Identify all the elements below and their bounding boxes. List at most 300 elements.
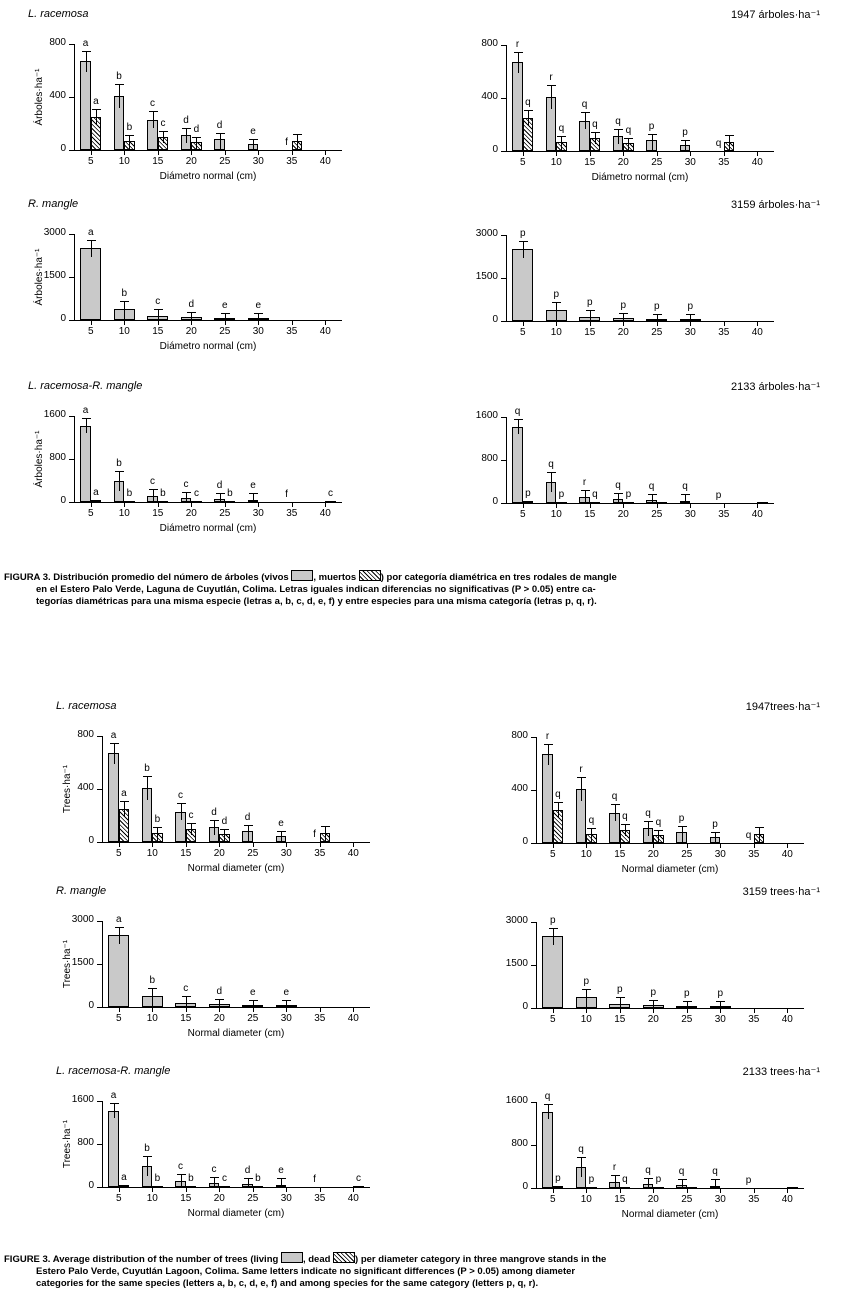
error-bar-cap bbox=[648, 494, 657, 495]
x-tick bbox=[620, 1189, 621, 1193]
significance-letter: q bbox=[558, 123, 565, 135]
x-tick-label: 5 bbox=[115, 1013, 122, 1024]
error-bar bbox=[590, 310, 591, 321]
x-tick bbox=[724, 504, 725, 508]
y-tick-label: 1500 bbox=[71, 957, 94, 968]
y-tick bbox=[501, 417, 506, 418]
caption-es-line1b: , muertos bbox=[313, 572, 359, 583]
x-axis-title: Normal diameter (cm) bbox=[187, 1208, 285, 1219]
x-tick-label: 30 bbox=[684, 509, 696, 520]
y-tick bbox=[531, 1188, 536, 1189]
error-bar-cap bbox=[519, 241, 528, 242]
error-bar bbox=[720, 1001, 721, 1008]
x-tick bbox=[320, 843, 321, 847]
error-bar bbox=[281, 831, 282, 842]
y-tick bbox=[531, 843, 536, 844]
x-tick bbox=[523, 152, 524, 156]
error-bar bbox=[518, 52, 519, 73]
y-tick-label: 0 bbox=[60, 313, 66, 324]
x-tick bbox=[720, 1189, 721, 1193]
x-tick-label: 25 bbox=[651, 327, 663, 338]
x-axis-title: Diámetro normal (cm) bbox=[159, 171, 257, 182]
significance-letter: a bbox=[115, 913, 122, 925]
significance-letter: p bbox=[586, 297, 593, 309]
y-tick-label: 1500 bbox=[505, 958, 528, 969]
x-tick-label: 15 bbox=[152, 508, 164, 519]
error-bar bbox=[157, 827, 158, 842]
error-bar bbox=[129, 135, 130, 150]
significance-letter: q bbox=[525, 96, 531, 108]
x-tick bbox=[720, 844, 721, 848]
y-tick bbox=[97, 1101, 102, 1102]
x-tick-label: 20 bbox=[213, 1013, 225, 1024]
significance-letter: q bbox=[615, 480, 621, 492]
error-bar-cap bbox=[686, 314, 695, 315]
y-tick bbox=[501, 98, 506, 99]
panel-title: L. racemosa bbox=[28, 8, 89, 20]
bar-dead bbox=[687, 1187, 697, 1189]
x-tick-label: 20 bbox=[213, 1193, 225, 1204]
error-bar-cap bbox=[277, 831, 286, 832]
error-bar bbox=[114, 743, 115, 764]
error-bar-cap bbox=[282, 1000, 291, 1001]
significance-letter: p bbox=[655, 1174, 662, 1186]
x-tick-label: 20 bbox=[617, 157, 629, 168]
x-tick bbox=[590, 322, 591, 326]
error-bar bbox=[653, 1000, 654, 1008]
error-bar bbox=[682, 1179, 683, 1188]
x-tick-label: 15 bbox=[614, 849, 626, 860]
error-bar-cap bbox=[755, 827, 764, 828]
x-tick-label: 20 bbox=[647, 1014, 659, 1025]
x-tick-label: 5 bbox=[519, 327, 526, 338]
x-tick bbox=[258, 503, 259, 507]
x-tick-label: 35 bbox=[718, 509, 730, 520]
chart-en-mix-right bbox=[490, 1078, 810, 1218]
significance-letter: d bbox=[216, 985, 223, 997]
significance-letter: p bbox=[687, 301, 694, 313]
significance-letter: p bbox=[519, 227, 526, 239]
x-tick bbox=[523, 504, 524, 508]
panel-en-rm-right bbox=[490, 885, 820, 1038]
panel-density-label: 3159 trees·ha⁻¹ bbox=[742, 886, 820, 898]
significance-letter: b bbox=[188, 1172, 194, 1184]
y-tick bbox=[69, 459, 74, 460]
x-tick-label: 15 bbox=[180, 1193, 192, 1204]
error-bar bbox=[86, 51, 87, 72]
x-tick bbox=[91, 321, 92, 325]
chart-en-lr-left bbox=[56, 712, 376, 872]
x-tick-label: 25 bbox=[681, 1014, 693, 1025]
x-tick bbox=[225, 321, 226, 325]
error-bar-cap bbox=[549, 928, 558, 929]
x-tick bbox=[292, 321, 293, 325]
significance-letter: p bbox=[745, 1175, 752, 1186]
y-tick bbox=[69, 97, 74, 98]
significance-letter: c bbox=[183, 479, 189, 491]
x-tick bbox=[623, 152, 624, 156]
x-tick-label: 25 bbox=[247, 1013, 259, 1024]
x-tick bbox=[657, 504, 658, 508]
significance-letter: p bbox=[558, 488, 565, 500]
error-bar bbox=[219, 999, 220, 1007]
panel-title: L. racemosa-R. mangle bbox=[28, 380, 143, 392]
significance-letter: d bbox=[188, 298, 195, 310]
chart-es-rm-left bbox=[28, 210, 348, 350]
x-axis bbox=[102, 1187, 370, 1188]
x-tick-label: 20 bbox=[617, 509, 629, 520]
error-bar bbox=[147, 776, 148, 800]
chart-es-rm-right bbox=[460, 211, 780, 351]
x-tick-label: 40 bbox=[319, 326, 331, 337]
error-bar-cap bbox=[249, 493, 258, 494]
bar-dead bbox=[158, 501, 168, 503]
error-bar-cap bbox=[249, 1000, 258, 1001]
y-tick-label: 800 bbox=[481, 38, 498, 49]
error-bar-cap bbox=[547, 85, 556, 86]
y-tick-label: 800 bbox=[49, 37, 66, 48]
error-bar-cap bbox=[577, 1157, 586, 1158]
error-bar bbox=[581, 777, 582, 801]
panel-density-label: 1947trees·ha⁻¹ bbox=[745, 701, 820, 713]
bar-dead bbox=[553, 1186, 563, 1188]
x-tick-label: 15 bbox=[584, 509, 596, 520]
error-bar-cap bbox=[148, 988, 157, 989]
error-bar-cap bbox=[621, 824, 630, 825]
x-axis-title: Normal diameter (cm) bbox=[187, 863, 285, 874]
significance-letter: d bbox=[216, 480, 223, 492]
significance-letter: a bbox=[110, 1090, 117, 1102]
error-bar-cap bbox=[115, 927, 124, 928]
x-tick-label: 40 bbox=[781, 1014, 793, 1025]
x-tick bbox=[586, 1009, 587, 1013]
y-axis bbox=[102, 736, 103, 842]
y-tick-label: 0 bbox=[522, 1001, 528, 1012]
x-axis bbox=[102, 842, 370, 843]
x-tick bbox=[325, 321, 326, 325]
x-tick-label: 5 bbox=[87, 326, 94, 337]
significance-letter: p bbox=[712, 818, 718, 830]
error-bar-cap bbox=[681, 494, 690, 495]
x-axis bbox=[74, 320, 342, 321]
x-tick-label: 10 bbox=[550, 509, 562, 520]
x-tick-label: 20 bbox=[213, 848, 225, 859]
error-bar bbox=[224, 829, 225, 842]
significance-letter: a bbox=[110, 729, 117, 741]
significance-letter: b bbox=[154, 814, 161, 826]
panel-title: L. racemosa bbox=[56, 700, 117, 712]
error-bar-cap bbox=[87, 240, 96, 241]
caption-en-line1a: FIGURE 3. Average distribution of the number of trees (living bbox=[4, 1254, 281, 1265]
significance-letter: c bbox=[221, 1173, 227, 1185]
error-bar-cap bbox=[544, 744, 553, 745]
significance-letter: p bbox=[625, 489, 632, 501]
chart-en-rm-right bbox=[490, 898, 810, 1038]
error-bar bbox=[191, 823, 192, 835]
caption-es-line2: en el Estero Palo Verde, Laguna de Cuyutlán, Colima. Letras iguales indican diferencias no significativas (P > 0.05) entre ca- bbox=[36, 584, 596, 595]
y-tick-label: 800 bbox=[511, 730, 528, 741]
error-bar-cap bbox=[591, 132, 600, 133]
y-axis bbox=[102, 921, 103, 1007]
bar-dead bbox=[620, 1187, 630, 1189]
error-bar-cap bbox=[711, 1179, 720, 1180]
x-tick-label: 35 bbox=[314, 1013, 326, 1024]
significance-letter: q bbox=[578, 1144, 584, 1156]
error-bar bbox=[253, 139, 254, 150]
significance-letter: d bbox=[183, 115, 189, 127]
x-tick-label: 25 bbox=[219, 326, 231, 337]
y-axis bbox=[536, 1102, 537, 1188]
significance-letter: b bbox=[154, 1172, 161, 1184]
x-tick-label: 10 bbox=[146, 1193, 158, 1204]
legend-swatch-living bbox=[281, 1252, 303, 1263]
x-tick-label: 15 bbox=[152, 156, 164, 167]
x-tick bbox=[757, 504, 758, 508]
significance-letter: p bbox=[683, 987, 690, 999]
significance-letter: p bbox=[549, 914, 556, 926]
x-tick bbox=[653, 1189, 654, 1193]
x-tick-label: 5 bbox=[87, 156, 94, 167]
bar-dead bbox=[152, 1186, 162, 1188]
panel-en-mix-right bbox=[490, 1065, 820, 1218]
x-tick bbox=[720, 1009, 721, 1013]
y-tick-label: 1600 bbox=[505, 1095, 528, 1106]
x-tick-label: 5 bbox=[115, 848, 122, 859]
x-tick-label: 35 bbox=[286, 326, 298, 337]
x-tick bbox=[590, 152, 591, 156]
x-tick bbox=[690, 322, 691, 326]
x-tick bbox=[292, 151, 293, 155]
x-tick-label: 30 bbox=[252, 508, 264, 519]
y-tick bbox=[531, 965, 536, 966]
y-tick bbox=[531, 790, 536, 791]
error-bar-cap bbox=[143, 776, 152, 777]
y-tick-label: 800 bbox=[77, 729, 94, 740]
x-axis-title: Diámetro normal (cm) bbox=[591, 172, 689, 183]
x-axis bbox=[74, 150, 342, 151]
significance-letter: c bbox=[183, 983, 189, 995]
y-tick-label: 1600 bbox=[71, 1094, 94, 1105]
y-tick-label: 0 bbox=[492, 314, 498, 325]
x-tick bbox=[556, 504, 557, 508]
y-tick bbox=[97, 1007, 102, 1008]
y-tick-label: 0 bbox=[522, 836, 528, 847]
x-tick bbox=[325, 503, 326, 507]
significance-letter: b bbox=[116, 458, 122, 470]
x-tick bbox=[754, 844, 755, 848]
y-tick bbox=[501, 45, 506, 46]
significance-letter: r bbox=[579, 763, 583, 775]
significance-letter: p bbox=[717, 988, 724, 1000]
x-tick-label: 20 bbox=[647, 1194, 659, 1205]
significance-letter: p bbox=[682, 126, 688, 138]
significance-letter: p bbox=[525, 488, 531, 500]
caption-es bbox=[4, 570, 852, 608]
error-bar-cap bbox=[554, 802, 563, 803]
error-bar bbox=[325, 826, 326, 842]
x-tick bbox=[124, 151, 125, 155]
error-bar-cap bbox=[587, 828, 596, 829]
error-bar bbox=[191, 312, 192, 320]
x-tick-label: 35 bbox=[748, 1194, 760, 1205]
x-tick bbox=[158, 503, 159, 507]
x-tick-label: 30 bbox=[252, 156, 264, 167]
error-bar bbox=[715, 832, 716, 843]
significance-letter: e bbox=[255, 300, 262, 312]
significance-letter: a bbox=[121, 1172, 127, 1184]
y-tick-label: 0 bbox=[492, 496, 498, 507]
y-tick bbox=[69, 150, 74, 151]
error-bar bbox=[248, 825, 249, 842]
x-tick-label: 40 bbox=[751, 157, 763, 168]
error-bar bbox=[682, 826, 683, 843]
bar-living bbox=[80, 248, 101, 320]
y-tick-label: 0 bbox=[60, 143, 66, 154]
x-tick-label: 35 bbox=[748, 849, 760, 860]
significance-letter: q bbox=[682, 481, 688, 493]
panel-title: R. mangle bbox=[28, 198, 79, 210]
y-tick bbox=[501, 460, 506, 461]
x-tick-label: 25 bbox=[219, 156, 231, 167]
significance-letter: p bbox=[555, 1173, 561, 1185]
error-bar-cap bbox=[678, 1179, 687, 1180]
chart-en-rm-left bbox=[56, 897, 376, 1037]
error-bar-cap bbox=[616, 997, 625, 998]
x-tick-label: 10 bbox=[550, 157, 562, 168]
bar-dead bbox=[225, 501, 235, 503]
y-tick bbox=[69, 502, 74, 503]
error-bar bbox=[690, 314, 691, 321]
y-axis-title: Trees·ha⁻¹ bbox=[62, 939, 73, 989]
y-tick-label: 3000 bbox=[505, 915, 528, 926]
significance-letter: q bbox=[678, 1166, 685, 1178]
x-tick bbox=[253, 843, 254, 847]
error-bar bbox=[258, 313, 259, 320]
y-axis-title: Trees·ha⁻¹ bbox=[62, 764, 73, 814]
error-bar bbox=[91, 240, 92, 257]
y-axis bbox=[102, 1101, 103, 1187]
error-bar bbox=[715, 1179, 716, 1188]
x-tick-label: 25 bbox=[247, 1193, 259, 1204]
y-tick bbox=[69, 44, 74, 45]
x-tick-label: 30 bbox=[684, 157, 696, 168]
significance-letter: b bbox=[121, 288, 128, 300]
x-tick-label: 10 bbox=[118, 508, 130, 519]
y-tick-label: 800 bbox=[511, 1138, 528, 1149]
significance-letter: q bbox=[645, 1165, 651, 1177]
error-bar-cap bbox=[557, 136, 566, 137]
significance-letter: r bbox=[545, 730, 550, 742]
y-tick-label: 1600 bbox=[43, 409, 66, 420]
x-tick bbox=[787, 844, 788, 848]
significance-letter: p bbox=[553, 289, 560, 301]
error-bar bbox=[186, 996, 187, 1007]
significance-letter: b bbox=[149, 975, 156, 987]
panel-density-label: 2133 árboles·ha⁻¹ bbox=[731, 381, 820, 393]
error-bar bbox=[152, 988, 153, 1007]
x-tick bbox=[191, 151, 192, 155]
x-tick-label: 35 bbox=[286, 156, 298, 167]
x-tick bbox=[292, 503, 293, 507]
x-tick bbox=[754, 1189, 755, 1193]
panel-title: L. racemosa-R. mangle bbox=[56, 1065, 171, 1077]
error-bar bbox=[281, 1178, 282, 1187]
error-bar bbox=[586, 989, 587, 1008]
x-tick-label: 5 bbox=[549, 1014, 556, 1025]
error-bar-cap bbox=[82, 51, 91, 52]
significance-letter: q bbox=[592, 118, 598, 130]
y-axis bbox=[74, 234, 75, 320]
significance-letter: q bbox=[588, 815, 595, 827]
significance-letter: e bbox=[221, 299, 228, 311]
error-bar bbox=[96, 109, 97, 125]
error-bar-cap bbox=[681, 140, 690, 141]
error-bar bbox=[119, 84, 120, 108]
x-tick bbox=[657, 152, 658, 156]
bar-dead bbox=[325, 501, 335, 503]
x-tick bbox=[225, 503, 226, 507]
y-tick-label: 3000 bbox=[71, 914, 94, 925]
x-tick bbox=[553, 1009, 554, 1013]
significance-letter: p bbox=[715, 490, 722, 501]
error-bar-cap bbox=[244, 825, 253, 826]
x-tick bbox=[253, 1008, 254, 1012]
error-bar-cap bbox=[254, 313, 263, 314]
significance-letter: p bbox=[648, 120, 655, 132]
significance-letter: p bbox=[678, 812, 685, 824]
y-axis-title: Árboles·ha⁻¹ bbox=[34, 248, 45, 306]
y-tick bbox=[97, 1144, 102, 1145]
y-tick bbox=[501, 235, 506, 236]
significance-letter: c bbox=[188, 809, 194, 821]
y-axis bbox=[74, 416, 75, 502]
x-axis bbox=[506, 151, 774, 152]
error-bar bbox=[163, 131, 164, 143]
legend-swatch-dead bbox=[359, 570, 381, 581]
bar-dead bbox=[119, 1185, 129, 1187]
error-bar-cap bbox=[653, 314, 662, 315]
y-tick-label: 3000 bbox=[43, 227, 66, 238]
significance-letter: q bbox=[645, 808, 651, 820]
error-bar-cap bbox=[293, 134, 302, 135]
x-tick-label: 40 bbox=[347, 848, 359, 859]
x-tick bbox=[258, 151, 259, 155]
significance-letter: c bbox=[150, 97, 156, 109]
x-tick-label: 5 bbox=[519, 509, 526, 520]
x-tick-label: 15 bbox=[180, 848, 192, 859]
x-tick bbox=[158, 321, 159, 325]
bar-living bbox=[512, 249, 533, 321]
x-tick-label: 15 bbox=[584, 157, 596, 168]
error-bar-cap bbox=[154, 309, 163, 310]
bar-living bbox=[542, 936, 563, 1008]
x-tick bbox=[91, 503, 92, 507]
x-tick bbox=[158, 151, 159, 155]
caption-es-line1c: ) por categoría diamétrica en tres rodales de mangle bbox=[380, 572, 617, 583]
y-tick bbox=[69, 234, 74, 235]
significance-letter: r bbox=[515, 38, 520, 50]
bar-dead bbox=[186, 1186, 196, 1188]
x-tick bbox=[757, 152, 758, 156]
panel-es-mix-left bbox=[28, 380, 348, 532]
x-tick bbox=[152, 843, 153, 847]
error-bar-cap bbox=[725, 135, 734, 136]
error-bar-cap bbox=[149, 111, 158, 112]
significance-letter: d bbox=[216, 119, 223, 131]
x-tick-label: 30 bbox=[252, 326, 264, 337]
error-bar-cap bbox=[611, 804, 620, 805]
significance-letter: c bbox=[160, 117, 166, 129]
